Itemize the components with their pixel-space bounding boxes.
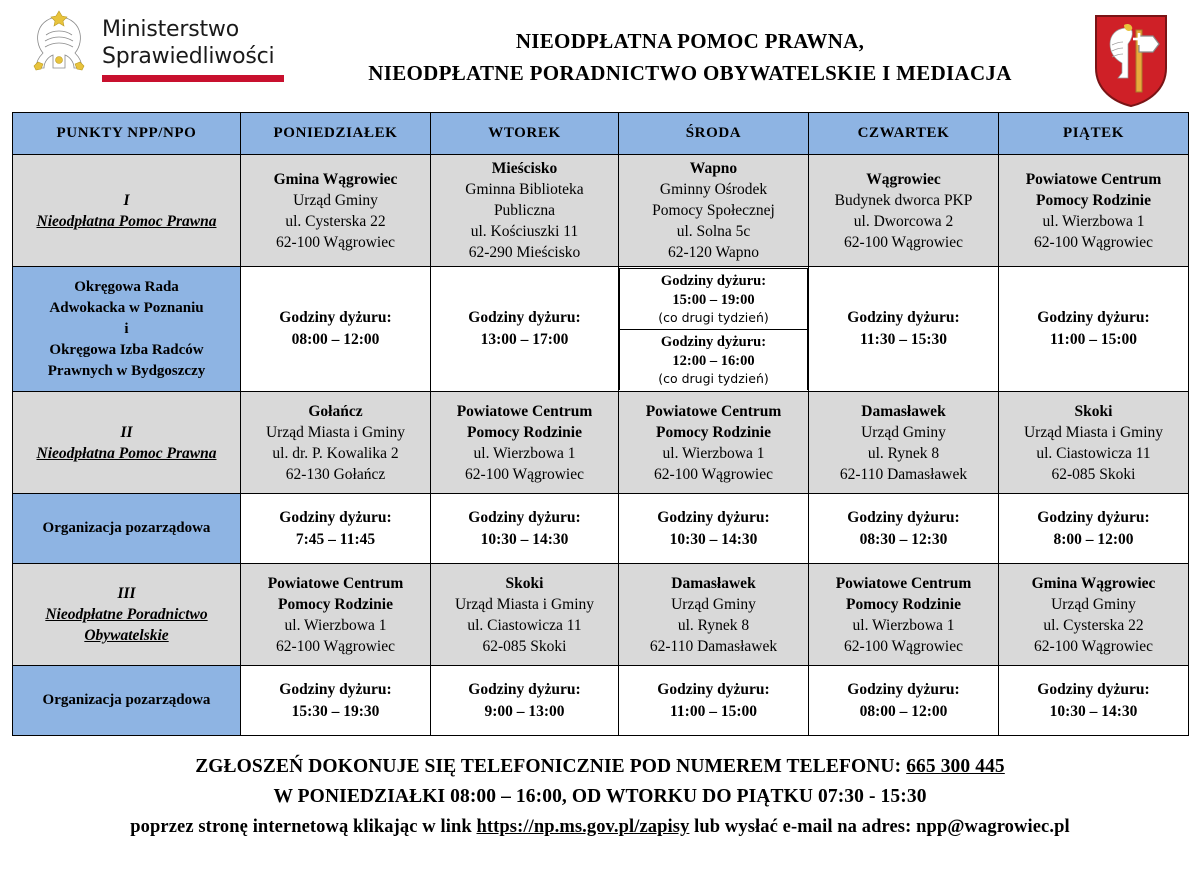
- column-header-thursday: CZWARTEK: [809, 113, 999, 155]
- schedule-table: [12, 112, 1189, 736]
- table-row: [13, 666, 1189, 736]
- duty-hours-cell: [431, 494, 619, 564]
- duty-hours-frequency-note: (co drugi tydzień): [658, 371, 769, 386]
- duty-hours-time: 11:30 – 15:30: [860, 331, 947, 348]
- duty-hours-time: 15:30 – 19:30: [291, 702, 380, 720]
- location-name: Damasławek: [861, 402, 946, 420]
- location-cell: [999, 155, 1189, 267]
- duty-hours-time: 8:00 – 12:00: [1053, 530, 1134, 548]
- footer-phone-prefix: ZGŁOSZEŃ DOKONUJE SIĘ TELEFONICZNIE POD NUMEREM TELEFONU:: [195, 756, 907, 777]
- location-address-line: ul. Solna 5c: [676, 223, 751, 240]
- duty-hours-caption: Godziny dyżuru:: [847, 680, 960, 698]
- location-address-line: ul. Ciastowicza 11: [1036, 444, 1151, 462]
- column-header-points: PUNKTY NPP/NPO: [13, 113, 241, 155]
- duty-hours-time: 10:30 – 14:30: [1049, 702, 1138, 720]
- point-service-name: Nieodpłatna Pomoc Prawna: [36, 444, 217, 462]
- location-address-line: ul. Cysterska 22: [1043, 616, 1144, 634]
- location-address-line: 62-100 Wągrowiec: [276, 233, 395, 251]
- duty-hours-caption: Godziny dyżuru:: [657, 680, 770, 698]
- footer-phone-number[interactable]: 665 300 445: [906, 756, 1005, 777]
- location-cell: [619, 392, 809, 494]
- ministry-logo: [14, 8, 304, 86]
- location-address-line: Urząd Gminy: [1051, 595, 1136, 613]
- duty-hours-caption: Godziny dyżuru:: [279, 508, 392, 526]
- location-address-line: Gminny Ośrodek: [659, 181, 768, 198]
- location-cell: [241, 155, 431, 267]
- location-address-line: ul. Wierzbowa 1: [1042, 212, 1145, 230]
- location-cell: [431, 564, 619, 666]
- title-line-1: NIEODPŁATNA POMOC PRAWNA,: [515, 29, 865, 53]
- page-title: [304, 8, 1076, 89]
- schedule-table-wrapper: [0, 112, 1200, 736]
- location-address-line: 62-100 Wągrowiec: [844, 233, 963, 251]
- county-crest: [1076, 8, 1186, 110]
- location-address-line: Urząd Gminy: [861, 423, 946, 441]
- point-label-cell: [13, 155, 241, 267]
- location-address-line: 62-130 Gołańcz: [285, 465, 386, 483]
- location-address-line: 62-110 Damasławek: [649, 637, 778, 655]
- location-address-line: 62-120 Wapno: [667, 244, 760, 261]
- location-name: Gmina Wągrowiec: [1031, 574, 1156, 592]
- duty-hours-time: 11:00 – 15:00: [1050, 331, 1137, 348]
- duty-hours-time: 12:00 – 16:00: [672, 353, 755, 369]
- location-address-line: ul. Wierzbowa 1: [473, 444, 576, 462]
- column-header-wednesday: ŚRODA: [619, 113, 809, 155]
- location-address-line: Urząd Miasta i Gminy: [265, 423, 406, 441]
- ministry-line-2: Sprawiedliwości: [102, 44, 275, 69]
- duty-hours-cell: [619, 666, 809, 736]
- table-row: [13, 267, 1189, 392]
- location-address-line: 62-100 Wągrowiec: [844, 637, 963, 655]
- duty-hours-time: 13:00 – 17:00: [480, 331, 569, 348]
- document-header: [0, 0, 1200, 112]
- location-name: Powiatowe Centrum Pomocy Rodzinie: [835, 574, 972, 613]
- location-address-line: 62-290 Mieścisko: [468, 244, 581, 261]
- duty-hours-cell: [999, 666, 1189, 736]
- point-roman-numeral: III: [117, 585, 136, 602]
- duty-hours-caption: Godziny dyżuru:: [468, 309, 581, 326]
- duty-hours-caption: Godziny dyżuru:: [468, 680, 581, 698]
- column-header-tuesday: WTOREK: [431, 113, 619, 155]
- location-cell: [809, 564, 999, 666]
- alternating-week-row: [620, 330, 808, 391]
- location-cell: [431, 392, 619, 494]
- duty-hours-time: 10:30 – 14:30: [480, 530, 569, 548]
- duty-hours-caption: Godziny dyżuru:: [657, 508, 770, 526]
- location-address-line: ul. Wierzbowa 1: [284, 616, 387, 634]
- ministry-name: [102, 8, 284, 82]
- red-underline-rule: [102, 75, 284, 82]
- location-address-line: 62-085 Skoki: [1051, 465, 1136, 483]
- location-cell: [809, 392, 999, 494]
- location-cell: [431, 155, 619, 267]
- provider-label-line: Okręgowa Izba Radców: [49, 341, 204, 358]
- table-row: [13, 494, 1189, 564]
- duty-hours-caption: Godziny dyżuru:: [660, 273, 767, 289]
- duty-hours-cell: [619, 494, 809, 564]
- duty-hours-time: 7:45 – 11:45: [295, 530, 376, 548]
- point-roman-numeral: II: [120, 423, 133, 441]
- provider-label-line: Prawnych w Bydgoszczy: [47, 362, 206, 379]
- duty-hours-caption: Godziny dyżuru:: [847, 309, 960, 326]
- location-name: Skoki: [505, 574, 544, 592]
- location-name: Skoki: [1074, 402, 1113, 420]
- provider-label-cell: [13, 267, 241, 392]
- table-row: [13, 564, 1189, 666]
- table-row: [13, 155, 1189, 267]
- location-address-line: 62-100 Wągrowiec: [1034, 637, 1153, 655]
- table-row: [13, 392, 1189, 494]
- table-header-row: [13, 113, 1189, 155]
- location-cell: [999, 392, 1189, 494]
- duty-hours-time: 08:30 – 12:30: [859, 530, 948, 548]
- location-address-line: Publiczna: [493, 202, 556, 219]
- location-address-line: ul. dr. P. Kowalika 2: [272, 444, 399, 462]
- duty-hours-cell: [241, 666, 431, 736]
- duty-hours-caption: Godziny dyżuru:: [1037, 680, 1150, 698]
- location-cell: [241, 564, 431, 666]
- point-roman-numeral: I: [123, 191, 130, 209]
- location-cell: [619, 564, 809, 666]
- alternating-week-cell: [620, 269, 808, 330]
- footer-phone-line: [10, 752, 1190, 782]
- footer-web-middle: lub wysłać e-mail na adres:: [689, 817, 917, 837]
- location-name: Gołańcz: [308, 402, 363, 420]
- location-address-line: ul. Rynek 8: [677, 616, 750, 634]
- location-address-line: ul. Dworcowa 2: [853, 212, 954, 230]
- duty-hours-cell: [809, 494, 999, 564]
- location-cell: [619, 155, 809, 267]
- point-service-name: Nieodpłatne Poradnictwo Obywatelskie: [45, 606, 208, 644]
- duty-hours-time: 08:00 – 12:00: [859, 702, 948, 720]
- duty-hours-frequency-note: (co drugi tydzień): [658, 310, 769, 325]
- location-name: Powiatowe Centrum Pomocy Rodzinie: [456, 402, 593, 441]
- point-service-name: Nieodpłatna Pomoc Prawna: [36, 212, 217, 230]
- point-label-cell: [13, 564, 241, 666]
- location-name: Mieścisko: [491, 160, 558, 177]
- provider-label-line: i: [124, 320, 129, 337]
- duty-hours-caption: Godziny dyżuru:: [279, 680, 392, 698]
- location-address-line: 62-110 Damasławek: [839, 465, 968, 483]
- location-address-line: 62-100 Wągrowiec: [654, 465, 773, 483]
- location-name: Damasławek: [671, 574, 756, 592]
- duty-hours-cell: [809, 666, 999, 736]
- wagrowiec-county-coat-of-arms-icon: [1092, 12, 1170, 110]
- location-cell: [809, 155, 999, 267]
- location-cell: [241, 392, 431, 494]
- location-address-line: ul. Ciastowicza 11: [467, 616, 582, 634]
- duty-hours-cell: [809, 267, 999, 392]
- contact-footer: [0, 736, 1200, 842]
- location-address-line: 62-100 Wągrowiec: [1034, 233, 1153, 251]
- location-address-line: ul. Rynek 8: [867, 444, 940, 462]
- duty-hours-time: 08:00 – 12:00: [291, 331, 380, 348]
- location-cell: [999, 564, 1189, 666]
- duty-hours-caption: Godziny dyżuru:: [1037, 508, 1150, 526]
- title-line-2: NIEODPŁATNE PORADNICTWO OBYWATELSKIE I MEDIACJA: [368, 61, 1012, 85]
- duty-hours-caption: Godziny dyżuru:: [660, 334, 767, 350]
- location-address-line: Pomocy Społecznej: [652, 202, 775, 219]
- provider-label-line: Adwokacka w Poznaniu: [49, 299, 204, 316]
- location-address-line: Urząd Miasta i Gminy: [1023, 423, 1164, 441]
- location-address-line: Urząd Gminy: [671, 595, 756, 613]
- duty-hours-caption: Godziny dyżuru:: [1037, 309, 1150, 326]
- ministry-line-1: Ministerstwo: [102, 17, 239, 42]
- duty-hours-cell: [431, 267, 619, 392]
- duty-hours-cell: [241, 494, 431, 564]
- duty-hours-caption: Godziny dyżuru:: [847, 508, 960, 526]
- location-name: Powiatowe Centrum Pomocy Rodzinie: [645, 402, 782, 441]
- location-address-line: ul. Wierzbowa 1: [852, 616, 955, 634]
- duty-hours-time: 11:00 – 15:00: [670, 702, 757, 720]
- duty-hours-caption: Godziny dyżuru:: [279, 309, 392, 326]
- location-address-line: Gminna Biblioteka: [465, 181, 584, 198]
- column-header-friday: PIĄTEK: [999, 113, 1189, 155]
- alternating-week-cell: [620, 330, 808, 391]
- ngo-label-cell: Organizacja pozarządowa: [13, 666, 241, 736]
- footer-web-prefix: poprzez stronę internetową klikając w link: [130, 817, 477, 837]
- duty-hours-caption: Godziny dyżuru:: [468, 508, 581, 526]
- footer-web-line: [10, 812, 1190, 842]
- duty-hours-cell: [241, 267, 431, 392]
- location-address-line: ul. Wierzbowa 1: [662, 444, 765, 462]
- polish-eagle-emblem-icon: [26, 8, 92, 86]
- provider-label-line: Okręgowa Rada: [74, 278, 179, 295]
- registration-url-link[interactable]: https://np.ms.gov.pl/zapisy: [476, 817, 690, 837]
- duty-hours-time: 15:00 – 19:00: [672, 292, 755, 308]
- alternating-week-row: [620, 269, 808, 330]
- location-address-line: 62-100 Wągrowiec: [276, 637, 395, 655]
- location-address-line: 62-100 Wągrowiec: [465, 465, 584, 483]
- location-address-line: 62-085 Skoki: [482, 637, 567, 655]
- duty-hours-split-cell: [619, 267, 809, 392]
- location-name: Powiatowe Centrum Pomocy Rodzinie: [267, 574, 404, 613]
- location-name: Powiatowe Centrum Pomocy Rodzinie: [1025, 170, 1162, 209]
- duty-hours-cell: [999, 494, 1189, 564]
- location-address-line: Budynek dworca PKP: [834, 191, 973, 209]
- duty-hours-time: 9:00 – 13:00: [484, 702, 565, 720]
- ngo-label-cell: Organizacja pozarządowa: [13, 494, 241, 564]
- duty-hours-cell: [431, 666, 619, 736]
- location-name: Gmina Wągrowiec: [273, 170, 398, 188]
- location-address-line: Urząd Gminy: [293, 191, 378, 209]
- alternating-weeks-table: [619, 268, 808, 390]
- duty-hours-cell: [999, 267, 1189, 392]
- location-address-line: Urząd Miasta i Gminy: [454, 595, 595, 613]
- contact-email[interactable]: npp@wagrowiec.pl: [916, 817, 1070, 837]
- location-name: Wągrowiec: [866, 170, 941, 188]
- footer-hours-line: W PONIEDZIAŁKI 08:00 – 16:00, OD WTORKU DO PIĄTKU 07:30 - 15:30: [273, 786, 927, 807]
- table-body: [13, 155, 1189, 736]
- column-header-monday: PONIEDZIAŁEK: [241, 113, 431, 155]
- location-name: Wapno: [689, 160, 738, 177]
- point-label-cell: [13, 392, 241, 494]
- duty-hours-time: 10:30 – 14:30: [669, 530, 758, 548]
- location-address-line: ul. Kościuszki 11: [470, 223, 579, 240]
- location-address-line: ul. Cysterska 22: [285, 212, 386, 230]
